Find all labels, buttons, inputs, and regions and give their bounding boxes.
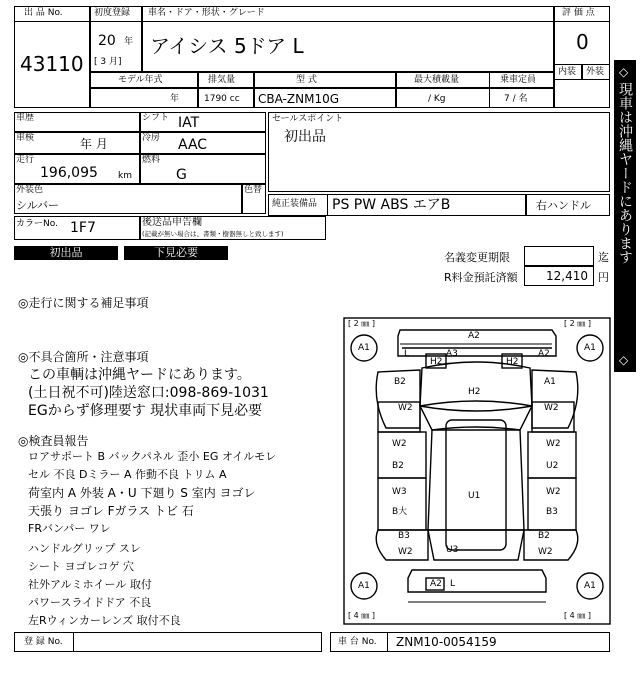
exterior-color-value: シルバー xyxy=(16,199,59,212)
first-reg-month: [ 3 月] xyxy=(94,57,122,67)
mark-b3-mr: B3 xyxy=(546,507,558,517)
banner-text: 現車は沖縄ヤードにあります xyxy=(617,82,633,264)
mark-l-top: L xyxy=(404,349,410,359)
mark-h2-hood: H2 xyxy=(468,387,481,397)
displacement-label: 排気量 xyxy=(208,75,236,85)
max-load-label: 最大積載量 xyxy=(414,75,460,85)
aftermarket-note: (記載が無い場合は、書類・樹器無しと致します) xyxy=(142,230,284,238)
capacity-label: 乗車定員 xyxy=(500,75,537,85)
mark-u3-rear: U3 xyxy=(446,545,459,555)
tire-depth-top-left: [ 2 ㎜ ] xyxy=(348,319,375,328)
inspection-required-badge: 下見必要 xyxy=(124,246,228,260)
okinawa-yard-banner xyxy=(614,60,636,372)
recycle-unit: 円 xyxy=(598,271,609,284)
banner-mark-bottom: ◇ xyxy=(619,353,629,367)
displacement-value: 1790 cc xyxy=(204,94,240,104)
inspector-line: 社外アルミホイール 取付 xyxy=(28,578,152,591)
score-label: 評 価 点 xyxy=(562,8,595,18)
inspection-label: 車検 xyxy=(16,133,35,143)
mark-a2-top: A2 xyxy=(468,331,480,341)
mark-b2-ml: B2 xyxy=(392,461,404,471)
aftermarket-label: 後送品申告欄 xyxy=(142,217,202,228)
model-value: CBA-ZNM10G xyxy=(258,92,340,106)
defect-line: EGからず修理要す 現状車両下見必要 xyxy=(28,403,263,419)
back-door xyxy=(428,530,524,560)
shift-label: シフト xyxy=(142,113,170,123)
lot-label: 出 品 No. xyxy=(24,8,63,18)
model-year-label: モデル年式 xyxy=(118,75,163,85)
inspector-line: ロアサポート B バックパネル 歪小 EG オイルモレ xyxy=(28,450,277,463)
windshield xyxy=(420,401,532,430)
inspector-report-header: ◎検査員報告 xyxy=(18,434,89,448)
inspector-line: シート ヨゴレコゲ 穴 xyxy=(28,560,134,573)
interior-label: 内装 xyxy=(558,67,577,77)
defect-line: (土日祝不可)陸送窓口:098-869-1031 xyxy=(28,385,269,401)
first-reg-label: 初度登録 xyxy=(94,8,131,18)
ac-label: 冷房 xyxy=(142,133,161,143)
first-reg-year-unit: 年 xyxy=(124,37,134,47)
mark-u2-mr: U2 xyxy=(546,461,559,471)
sales-point-label: セールスポイント xyxy=(272,114,344,124)
car-damage-diagram xyxy=(342,316,612,626)
sales-point-value: 初出品 xyxy=(284,129,326,145)
mark-w2-fl: W2 xyxy=(398,403,413,413)
fuel-label: 燃料 xyxy=(142,155,161,165)
mark-w2-fr: W2 xyxy=(544,403,559,413)
first-reg-year: 20 xyxy=(98,33,116,49)
inspector-line: パワースライドドア 不良 xyxy=(28,596,152,609)
rear-bumper xyxy=(408,570,546,592)
mark-w2-mr: W2 xyxy=(546,439,561,449)
roof xyxy=(428,430,524,530)
defect-remarks-header: ◎不具合箇所・注意事項 xyxy=(18,350,149,364)
name-change-box xyxy=(524,246,594,266)
mark-u1-roof: U1 xyxy=(468,491,481,501)
inspector-line: FRバンパー ワレ xyxy=(28,522,111,535)
history-label: 車歴 xyxy=(16,113,35,123)
chassis-no-value: ZNM10-0054159 xyxy=(396,635,497,649)
score-value: 0 xyxy=(576,30,589,54)
inspector-line: セル 不良 Dミラー A 作動不良 トリム A xyxy=(28,468,227,481)
recycle-value: 12,410 xyxy=(546,269,588,283)
mark-a3-top: A3 xyxy=(446,349,458,359)
exterior-label: 外装 xyxy=(586,67,605,77)
inspector-line: 荷室内 A 外装 A・U 下廻り S 室内 ヨゴレ xyxy=(28,486,256,500)
car-name: アイシス 5ドア L xyxy=(150,34,304,58)
rear-door-right xyxy=(528,478,576,530)
color-no-value: 1F7 xyxy=(70,220,96,236)
mark-h2-right: H2 xyxy=(506,357,519,367)
mark-h2-left: H2 xyxy=(430,357,443,367)
ac-value: AAC xyxy=(178,137,208,153)
name-change-unit: 迄 xyxy=(598,251,609,264)
mark-w2-rr: W2 xyxy=(538,547,553,557)
inspector-line: 天張り ヨゴレ Fガラス トビ 石 xyxy=(28,504,194,518)
mark-a2-rear: A2 xyxy=(430,579,442,589)
shift-value: IAT xyxy=(178,115,200,131)
defect-line: この車輌は沖縄ヤードにあります。 xyxy=(28,367,251,383)
mileage-label: 走行 xyxy=(16,155,35,165)
mark-b2-fl: B2 xyxy=(394,377,406,387)
car-desc-label: 車名・ドア・形状・グレード xyxy=(148,8,265,18)
mark-a1-tr: A1 xyxy=(584,343,596,353)
mark-l-rear: L xyxy=(450,579,456,589)
model-label: 型 式 xyxy=(296,75,317,85)
tire-depth-bottom-right: [ 4 ㎜ ] xyxy=(564,611,591,620)
chassis-no-label: 車 台 No. xyxy=(338,637,377,647)
inspector-line: 左Rウィンカーレンズ 取付不良 xyxy=(28,614,181,627)
mark-w3-ml: W3 xyxy=(392,487,407,497)
capacity-value: 7 / 名 xyxy=(504,94,528,104)
banner-mark-top: ◇ xyxy=(619,65,629,79)
model-year-unit: 年 xyxy=(170,94,180,104)
rear-door-left xyxy=(378,478,426,530)
color-change-label: 色替 xyxy=(244,185,263,195)
mark-a1-fr: A1 xyxy=(544,377,556,387)
equipment-label: 純正装備品 xyxy=(272,199,318,209)
mark-a1-br: A1 xyxy=(584,581,596,591)
name-change-label: 名義変更期限 xyxy=(444,251,510,264)
tire-depth-bottom-left: [ 4 ㎜ ] xyxy=(348,611,375,620)
steering-value: 右ハンドル xyxy=(536,199,591,212)
driving-remarks-header: ◎走行に関する補足事項 xyxy=(18,296,149,310)
registration-no-label: 登 録 No. xyxy=(24,637,63,647)
mileage-value: 196,095 xyxy=(40,165,98,181)
mark-b2-rr: B2 xyxy=(538,531,550,541)
mileage-unit: km xyxy=(118,171,132,181)
mark-a1-bl: A1 xyxy=(358,581,370,591)
tire-depth-top-right: [ 2 ㎜ ] xyxy=(564,319,591,328)
mark-a2-top-right: A2 xyxy=(538,349,550,359)
mark-w2-rl: W2 xyxy=(398,547,413,557)
mark-w2-mr2: W2 xyxy=(546,487,561,497)
mark-w2-ml: W2 xyxy=(392,439,407,449)
recycle-label: R料金預託済額 xyxy=(444,271,518,284)
first-listing-badge: 初出品 xyxy=(14,246,118,260)
mark-bdai-ml: B大 xyxy=(392,507,408,517)
sales-point-box xyxy=(268,112,610,192)
mark-a1-tl: A1 xyxy=(358,343,370,353)
mark-b3-rl: B3 xyxy=(398,531,410,541)
car-diagram-svg xyxy=(342,316,612,626)
exterior-color-label: 外装色 xyxy=(16,185,44,195)
max-load-value: / Kg xyxy=(428,94,446,104)
color-no-label: カラーNo. xyxy=(16,219,58,229)
lot-number: 43110 xyxy=(20,52,84,76)
fuel-value: G xyxy=(176,167,187,183)
diagram-frame xyxy=(344,318,610,624)
inspection-value: 年 月 xyxy=(80,137,108,151)
equipment-value: PS PW ABS エアB xyxy=(332,197,451,213)
inspector-line: ハンドルグリップ スレ xyxy=(28,542,141,555)
